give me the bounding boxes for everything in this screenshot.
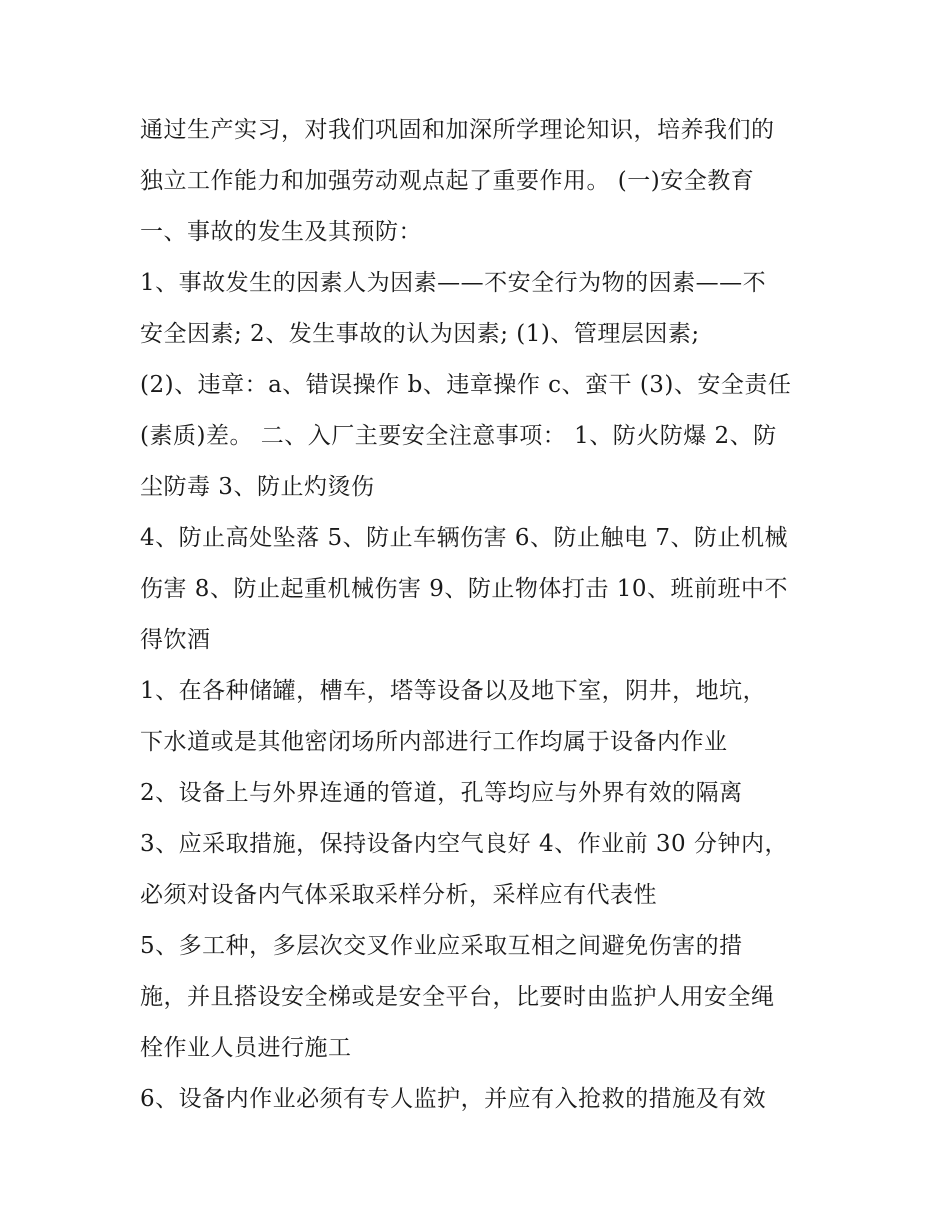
text-line-3: 一、事故的发生及其预防： xyxy=(140,219,422,245)
text-line-14: 2、设备上与外界连通的管道，孔等均应与外界有效的隔离 xyxy=(140,780,743,806)
text-line-11: 得饮酒 xyxy=(140,627,211,653)
text-line-12: 1、在各种储罐，槽车，塔等设备以及地下室，阴井，地坑， xyxy=(140,678,767,704)
text-line-1: 通过生产实习，对我们巩固和加深所学理论知识，培养我们的 xyxy=(140,117,775,143)
text-line-15: 3、应采取措施，保持设备内空气良好 4、作业前 30 分钟内， xyxy=(140,831,788,857)
text-line-17: 5、多工种，多层次交叉作业应采取互相之间避免伤害的措 xyxy=(140,933,743,959)
text-line-16: 必须对设备内气体采取采样分析，采样应有代表性 xyxy=(140,882,657,908)
text-line-5: 安全因素; 2、发生事故的认为因素; (1)、管理层因素; xyxy=(140,321,700,347)
text-line-8: 尘防毒 3、防止灼烫伤 xyxy=(140,474,375,500)
text-line-2: 独立工作能力和加强劳动观点起了重要作用。 (一)安全教育 xyxy=(140,168,755,194)
text-line-13: 下水道或是其他密闭场所内部进行工作均属于设备内作业 xyxy=(140,729,728,755)
text-line-7: (素质)差。 二、入厂主要安全注意事项： 1、防火防爆 2、防 xyxy=(140,423,777,449)
text-line-9: 4、防止高处坠落 5、防止车辆伤害 6、防止触电 7、防止机械 xyxy=(140,525,788,551)
text-line-19: 栓作业人员进行施工 xyxy=(140,1035,352,1061)
text-line-20: 6、设备内作业必须有专人监护，并应有入抢救的措施及有效 xyxy=(140,1086,767,1112)
text-line-4: 1、事故发生的因素人为因素——不安全行为物的因素——不 xyxy=(140,270,767,296)
text-line-10: 伤害 8、防止起重机械伤害 9、防止物体打击 10、班前班中不 xyxy=(140,576,788,602)
text-line-18: 施，并且搭设安全梯或是安全平台，比要时由监护人用安全绳 xyxy=(140,984,775,1010)
text-line-6: (2)、违章：a、错误操作 b、违章操作 c、蛮干 (3)、安全责任 xyxy=(140,372,792,398)
body-text xyxy=(140,105,820,1125)
